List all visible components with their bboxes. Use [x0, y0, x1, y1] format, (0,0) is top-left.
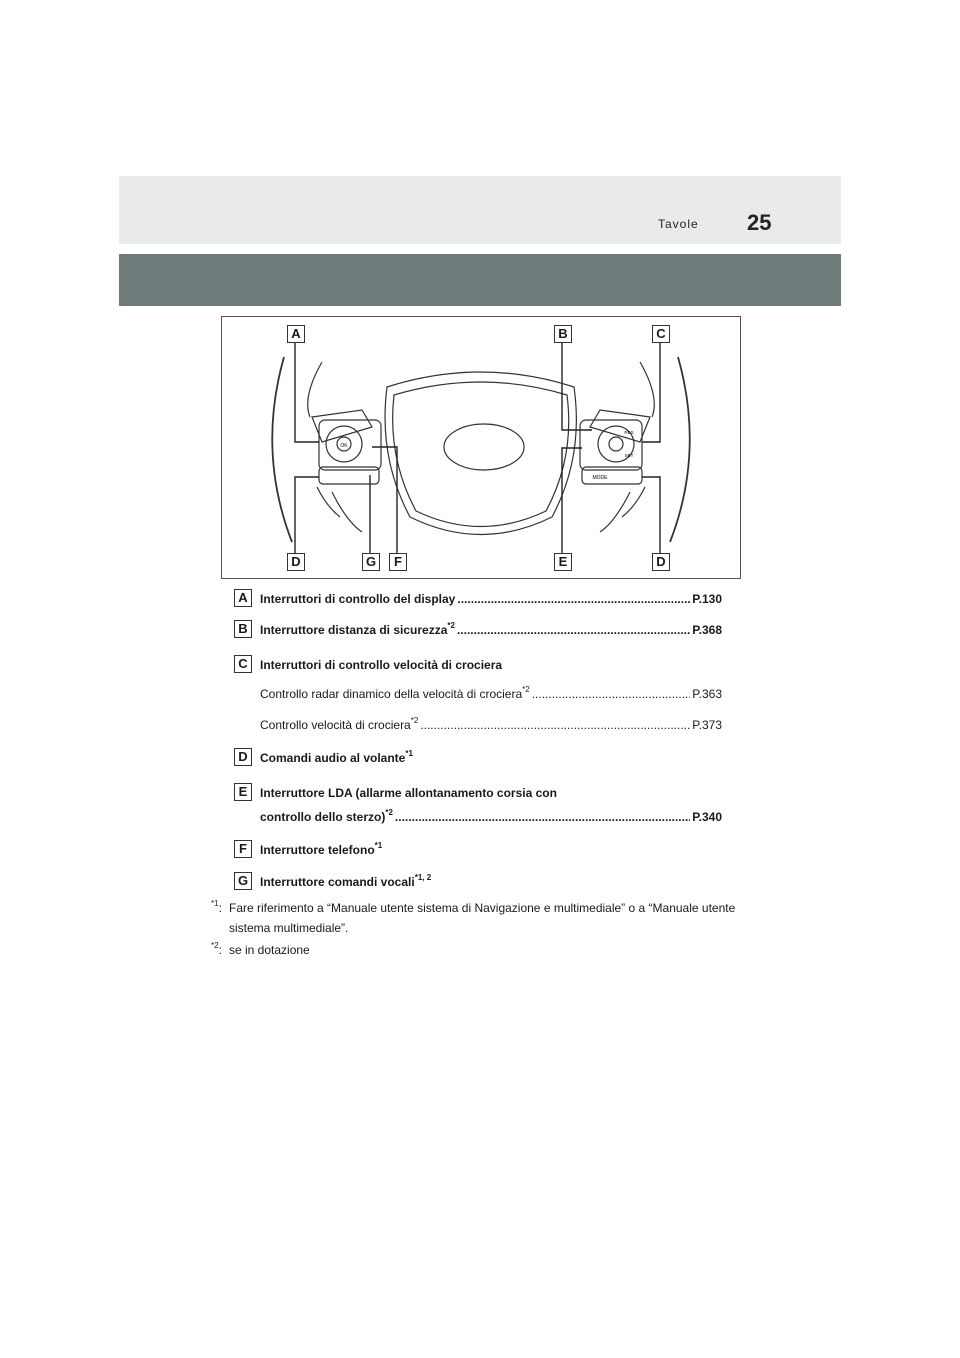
entry-radar-cruise-control [260, 687, 722, 701]
entry-voice-command-switch [260, 875, 431, 889]
entry-text: controllo dello sterzo) [260, 810, 386, 824]
header-band [119, 176, 841, 244]
callout-e: E [554, 553, 572, 571]
entry-text: Controllo radar dinamico della velocità di crociera [260, 687, 523, 701]
footnote-ref: *1, 2 [414, 873, 432, 882]
footnote-mark: *2 [211, 941, 219, 950]
entry-page-ref[interactable]: P.363 [692, 687, 722, 701]
footnote-ref: *1 [374, 841, 383, 850]
footnote-text: se in dotazione [229, 943, 310, 957]
steering-wheel-illustration [222, 317, 740, 578]
entry-display-switches [260, 592, 722, 606]
footnote-ref: *2 [522, 685, 530, 694]
entry-text: Controllo velocità di crociera [260, 718, 411, 732]
callout-b: B [554, 325, 572, 343]
entry-lda-switch: Interruttore LDA (allarme allontanamento corsia con [260, 786, 557, 800]
footnote-text: Fare riferimento a “Manuale utente sistema di Navigazione e multimediale” o a “Manuale utente sistema multimediale”. [229, 901, 736, 935]
footnote-1: $^{*1}$: Fare riferimento a “Manuale utente sistema di Navigazione e multimediale” o a “Manuale utente sistema multimediale”. [211, 898, 749, 938]
entry-page-ref[interactable]: P.130 [692, 592, 722, 606]
footnote-mark: *1 [211, 899, 219, 908]
steering-wheel-figure [221, 316, 741, 579]
entry-lda-switch-cont [260, 810, 722, 824]
title-bar [119, 254, 841, 306]
footnote-ref: *2 [410, 716, 419, 725]
entry-audio-controls [260, 751, 413, 765]
footnote-ref: *1 [405, 749, 413, 758]
entry-text: Interruttore distanza di sicurezza [260, 623, 448, 637]
entry-page-ref[interactable]: P.373 [692, 718, 722, 732]
entry-text: Interruttore telefono [260, 843, 375, 857]
entry-text: Interruttori di controllo del display [260, 592, 456, 606]
entry-text: Comandi audio al volante [260, 751, 406, 765]
entry-page-ref[interactable]: P.340 [692, 810, 722, 824]
entry-key-e: E [234, 783, 252, 801]
callout-c: C [652, 325, 670, 343]
section-title: Tavole [658, 217, 699, 231]
callout-g: G [362, 553, 380, 571]
entry-cruise-control-switches: Interruttori di controllo velocità di crociera [260, 658, 503, 672]
callout-a: A [287, 325, 305, 343]
callout-d-left: D [287, 553, 305, 571]
page-number: 25 [747, 210, 772, 235]
footnote-ref: *2 [447, 621, 455, 630]
entry-key-b: B [234, 620, 252, 638]
entry-page-ref[interactable]: P.368 [692, 623, 722, 637]
entry-phone-switch [260, 843, 382, 857]
res-button-label: RES [624, 430, 634, 435]
footnote-2: $^{*2}$: se in dotazione [211, 940, 749, 960]
ok-button-label: OK [340, 443, 348, 449]
entry-key-f: F [234, 840, 252, 858]
entry-key-a: A [234, 589, 252, 607]
callout-f: F [389, 553, 407, 571]
entry-key-c: C [234, 655, 252, 673]
entry-key-d: D [234, 748, 252, 766]
entry-cruise-control [260, 718, 722, 732]
footnote-ref: *2 [385, 808, 393, 817]
entry-text: Interruttore comandi vocali [260, 875, 415, 889]
mode-button-label: MODE [592, 475, 608, 481]
entry-distance-switch [260, 623, 722, 637]
entry-key-g: G [234, 872, 252, 890]
callout-d-right: D [652, 553, 670, 571]
set-button-label: SET [624, 453, 634, 458]
